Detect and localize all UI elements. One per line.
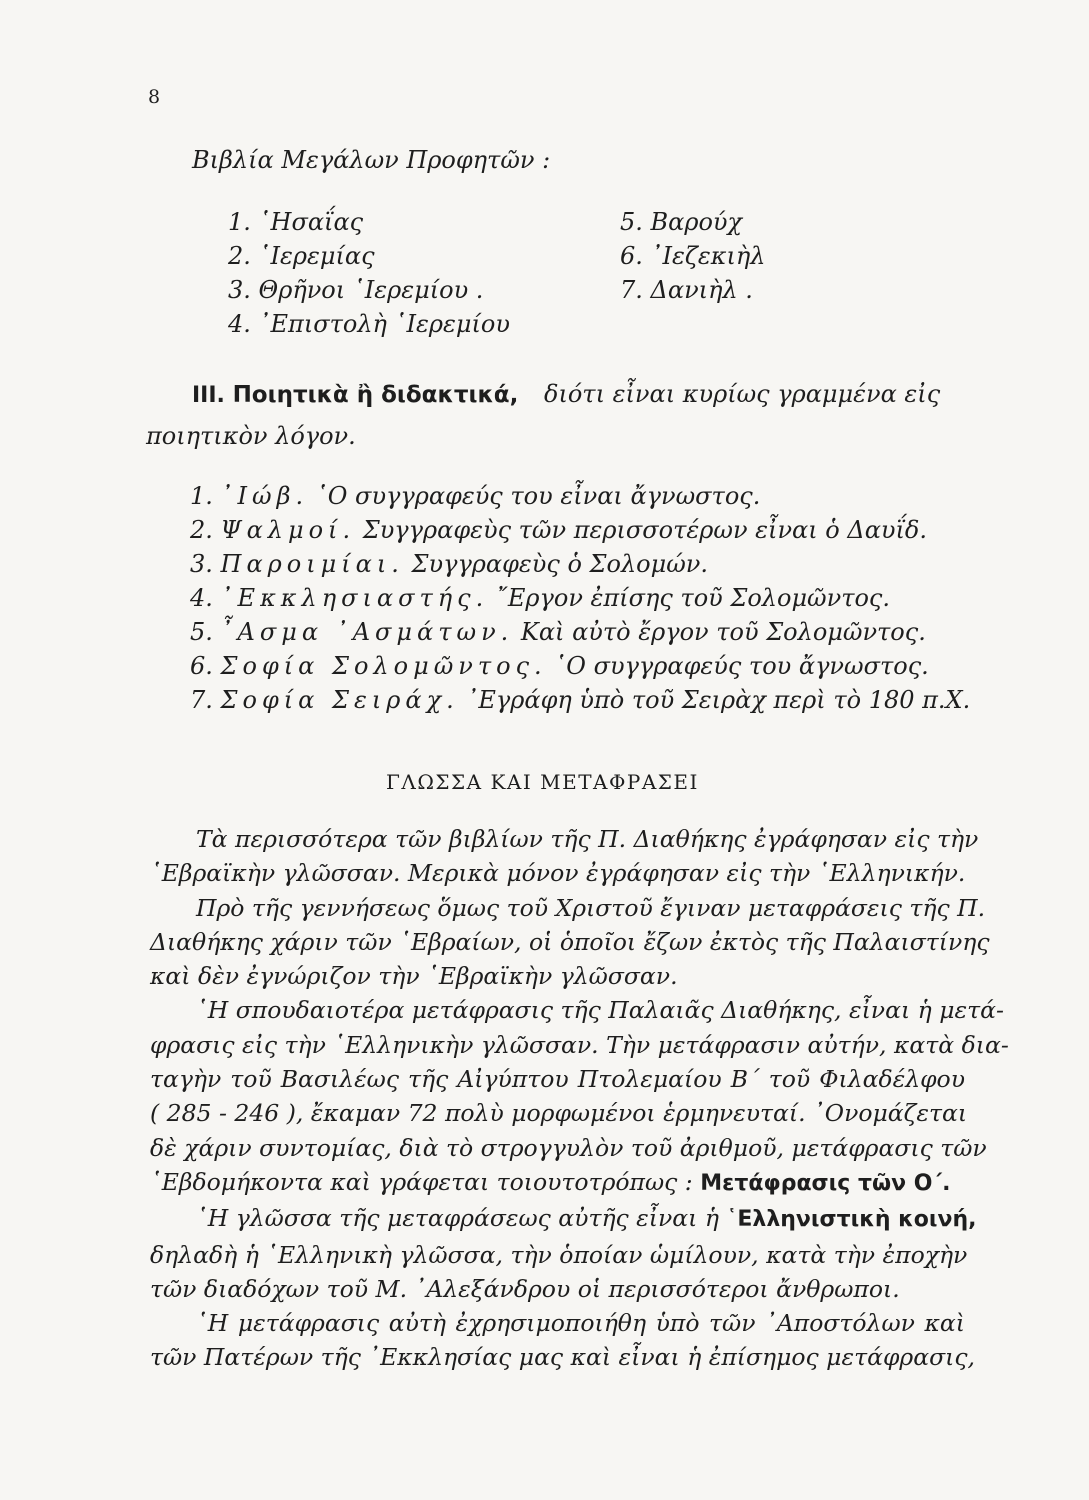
text-line: τῶν διαδόχων τοῦ Μ. ᾿Αλεξάνδρου οἱ περισσότεροι ἄνθρωποι. [150, 1274, 900, 1303]
book-name: ῏Ασμα ᾿Ασμάτων. [220, 618, 514, 646]
text-line [150, 1201, 977, 1237]
list-item: 2. ῾Ιερεμίας [228, 242, 375, 270]
text-line: δὲ χάριν συντομίας, διὰ τὸ στρογγυλὸν τοῦ ἀριθμοῦ, μετάφρασις τῶν [150, 1133, 987, 1162]
section-numeral: III. [192, 383, 225, 408]
text-line: ῾Η μετάφρασις αὐτὴ ἐχρησιμοποιήθη ὑπὸ τῶν ᾿Αποστόλων καὶ [196, 1309, 965, 1338]
item-number: 5. [190, 618, 213, 646]
list-item: 6. ᾿Ιεζεκιὴλ [620, 242, 766, 270]
item-number: 6. [190, 652, 213, 680]
text-line: ταγὴν τοῦ Βασιλέως τῆς Αἰγύπτου Πτολεμαίου Β΄ τοῦ Φιλαδέλφου [150, 1065, 965, 1094]
book-name: Παροιμίαι. [220, 550, 404, 578]
text-line: δηλαδὴ ἡ ῾Ελληνικὴ γλῶσσα, τὴν ὁποίαν ὡμίλουν, κατὰ τὴν ἐποχὴν [150, 1240, 968, 1269]
text-line [150, 1165, 965, 1201]
list-item [190, 516, 927, 544]
text-line: ῾Η σπουδαιοτέρα μετάφρασις τῆς Παλαιᾶς Διαθήκης, εἶναι ἡ μετά- [196, 996, 1004, 1025]
body-text [150, 822, 1009, 1375]
list-item [190, 584, 890, 612]
book-name: ᾿Εκκλησιαστής. [220, 584, 489, 612]
section-title: ΓΛΩΣΣΑ ΚΑΙ ΜΕΤΑΦΡΑΣΕΙ [386, 770, 699, 794]
text-line: ῾Εβραϊκὴν γλῶσσαν. Μερικὰ μόνον ἐγράφησαν εἰς τὴν ῾Ελληνικήν. [150, 859, 966, 888]
page-number: 8 [148, 86, 161, 108]
list-item: 7. Δανιὴλ . [620, 276, 753, 304]
list-item [190, 482, 760, 510]
list-item: 1. ῾Ησαΐας [228, 208, 364, 236]
item-number: 2. [190, 516, 213, 544]
book-name: Σοφία Σειράχ. [220, 686, 459, 714]
list-item: 5. Βαρούχ [620, 208, 743, 236]
text-line: ( 285 - 246 ), ἔκαμαν 72 πολὺ μορφωμένοι ἑρμηνευταί. ᾿Ονομάζεται [150, 1099, 968, 1128]
list-item [190, 550, 708, 578]
book-name: Σοφία Σολομῶντος. [220, 652, 547, 680]
emphasis-koine: ῾Ελληνιστικὴ κοινή, [726, 1207, 977, 1233]
text-line: καὶ δὲν ἐγνώριζον τὴν ῾Εβραϊκὴν γλῶσσαν. [150, 962, 678, 991]
text-line: τῶν Πατέρων τῆς ᾿Εκκλησίας μας καὶ εἶναι ἡ ἐπίσημος μετάφρασις, [150, 1343, 975, 1372]
book-name: Ψαλμοί. [220, 516, 356, 544]
book-description: Συγγραφεὺς ὁ Σολομών. [411, 550, 708, 578]
emphasis-septuagint: Μετάφρασις τῶν Ο΄. [700, 1170, 951, 1196]
text-segment: ῾Η γλῶσσα τῆς μεταφράσεως αὐτῆς εἶναι ἡ [196, 1204, 719, 1233]
list-item: 4. ᾿Επιστολὴ ῾Ιερεμίου [228, 310, 510, 338]
item-number: 1. [190, 482, 213, 510]
text-line: Πρὸ τῆς γεννήσεως ὅμως τοῦ Χριστοῦ ἔγιναν μεταφράσεις τῆς Π. [196, 893, 986, 922]
book-description: Καὶ αὐτὸ ἔργον τοῦ Σολομῶντος. [520, 618, 926, 646]
book-description: ῾Ο συγγραφεύς του ἄγνωστος. [554, 652, 929, 680]
text-segment: ῾Εβδομήκοντα καὶ γράφεται τοιουτοτρόπως : [150, 1167, 693, 1196]
book-description: ῾Ο συγγραφεύς του εἶναι ἄγνωστος. [315, 482, 761, 510]
section-heading [192, 380, 940, 408]
item-number: 3. [190, 550, 213, 578]
text-line: Διαθήκης χάριν τῶν ῾Εβραίων, οἱ ὁποῖοι ἔζων ἐκτὸς τῆς Παλαιστίνης [150, 927, 990, 956]
item-number: 4. [190, 584, 213, 612]
book-name: ᾿Ιώβ. [220, 482, 309, 510]
book-description: ῎Εργον ἐπίσης τοῦ Σολομῶντος. [495, 584, 891, 612]
book-description: ᾿Εγράφη ὑπὸ τοῦ Σειρὰχ περὶ τὸ 180 π.Χ. [466, 686, 971, 714]
list-item [190, 686, 970, 714]
item-number: 7. [190, 686, 213, 714]
list-item: 3. Θρῆνοι ῾Ιερεμίου . [228, 276, 484, 304]
list-item [190, 618, 926, 646]
section-title-bold: Ποιητικὰ ἢ διδακτικά, [232, 382, 519, 408]
text-line: φρασις εἰς τὴν ῾Ελληνικὴν γλῶσσαν. Τὴν μετάφρασιν αὐτήν, κατὰ δια- [150, 1030, 1009, 1059]
text-line: Τὰ περισσότερα τῶν βιβλίων τῆς Π. Διαθήκης ἐγράφησαν εἰς τὴν [196, 825, 979, 853]
book-description: Συγγραφεὺς τῶν περισσοτέρων εἶναι ὁ Δαυΐδ. [362, 516, 927, 544]
section-description-cont: ποιητικὸν λόγον. [146, 422, 356, 450]
section-description: διότι εἶναι κυρίως γραμμένα εἰς [544, 380, 941, 408]
list-item [190, 652, 929, 680]
prophets-heading: Βιβλία Μεγάλων Προφητῶν : [192, 146, 551, 174]
